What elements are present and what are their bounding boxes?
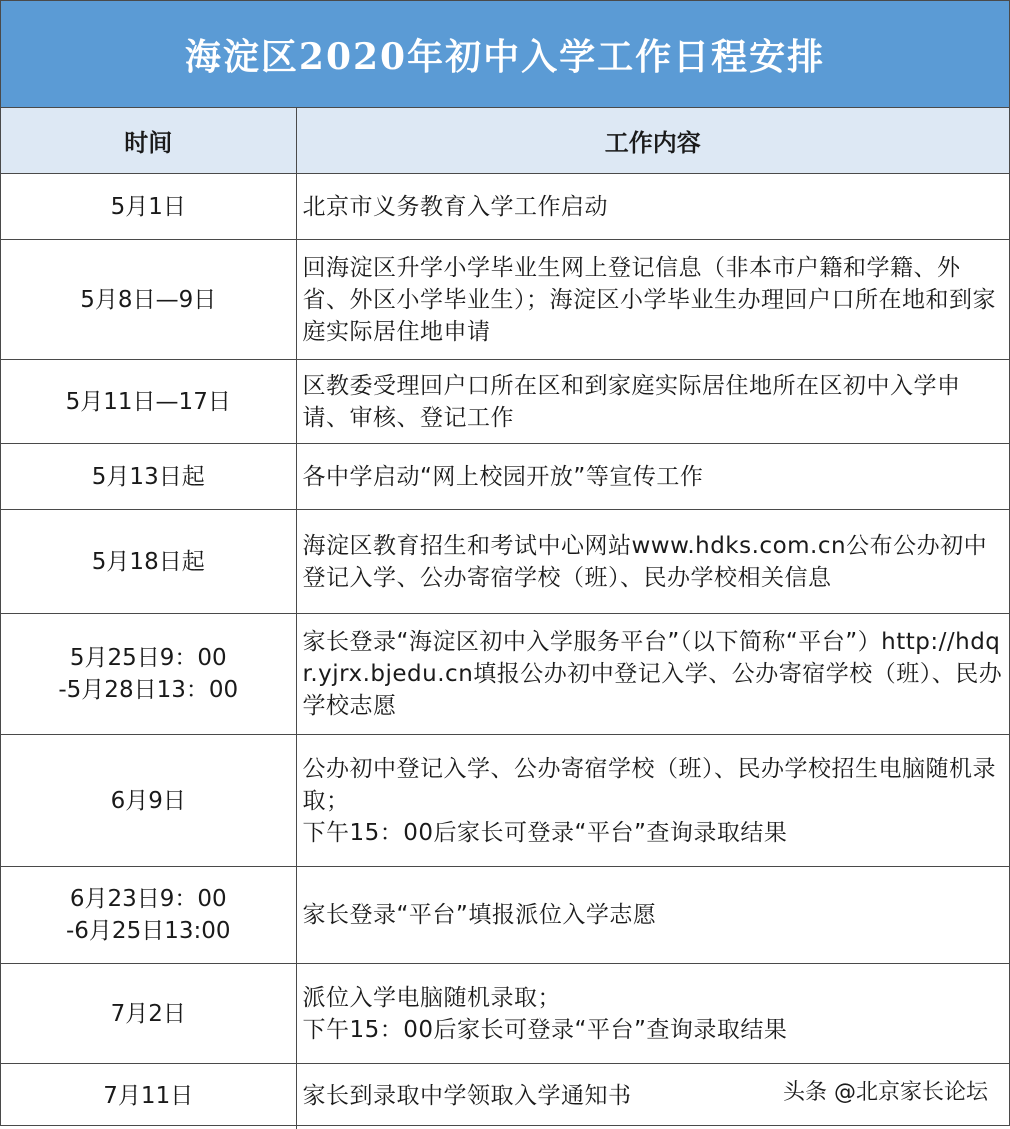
cell-time: 7月11日 xyxy=(1,1064,296,1129)
cell-content: 回海淀区升学小学毕业生网上登记信息（非本市户籍和学籍、外省、外区小学毕业生）；海淀区小学毕业生办理回户口所在地和到家庭实际居住地申请 xyxy=(296,240,1009,360)
cell-time: 5月1日 xyxy=(1,174,296,240)
header-time: 时间 xyxy=(1,108,296,174)
cell-content: 家长到录取中学领取入学通知书 xyxy=(296,1064,1009,1129)
cell-time: 5月13日起 xyxy=(1,444,296,510)
cell-content: 区教委受理回户口所在区和到家庭实际居住地所在区初中入学申请、审核、登记工作 xyxy=(296,360,1009,444)
cell-content: 北京市义务教育入学工作启动 xyxy=(296,174,1009,240)
table-row xyxy=(1,964,1009,1064)
cell-time: 5月25日9：00 -5月28日13：00 xyxy=(1,614,296,735)
cell-time: 5月8日—9日 xyxy=(1,240,296,360)
table-row xyxy=(1,614,1009,735)
cell-content: 家长登录“平台”填报派位入学志愿 xyxy=(296,867,1009,964)
title-bar xyxy=(1,1,1009,108)
table-row xyxy=(1,735,1009,867)
table-row xyxy=(1,867,1009,964)
cell-time: 5月18日起 xyxy=(1,510,296,614)
header-content: 工作内容 xyxy=(296,108,1009,174)
cell-content: 家长登录“海淀区初中入学服务平台”（以下简称“平台”）http://hdqr.yjrx.bjedu.cn填报公办初中登记入学、公办寄宿学校（班）、民办学校志愿 xyxy=(296,614,1009,735)
cell-time: 5月11日—17日 xyxy=(1,360,296,444)
cell-content: 各中学启动“网上校园开放”等宣传工作 xyxy=(296,444,1009,510)
schedule-table xyxy=(1,108,1009,1129)
cell-time: 6月23日9：00 -6月25日13:00 xyxy=(1,867,296,964)
page-title: 海淀区2020年初中入学工作日程安排 xyxy=(184,35,826,78)
source-watermark: 头条 @北京家长论坛 xyxy=(783,1080,988,1105)
table-header-row xyxy=(1,108,1009,174)
cell-content: 公办初中登记入学、公办寄宿学校（班）、民办学校招生电脑随机录取； 下午15：00后家长可登录“平台”查询录取结果 xyxy=(296,735,1009,867)
table-row xyxy=(1,444,1009,510)
cell-time: 6月9日 xyxy=(1,735,296,867)
cell-time: 7月2日 xyxy=(1,964,296,1064)
table-row xyxy=(1,510,1009,614)
table-row xyxy=(1,240,1009,360)
cell-content: 派位入学电脑随机录取； 下午15：00后家长可登录“平台”查询录取结果 xyxy=(296,964,1009,1064)
table-row xyxy=(1,174,1009,240)
table-row xyxy=(1,360,1009,444)
cell-content: 海淀区教育招生和考试中心网站www.hdks.com.cn公布公办初中登记入学、公办寄宿学校（班）、民办学校相关信息 xyxy=(296,510,1009,614)
